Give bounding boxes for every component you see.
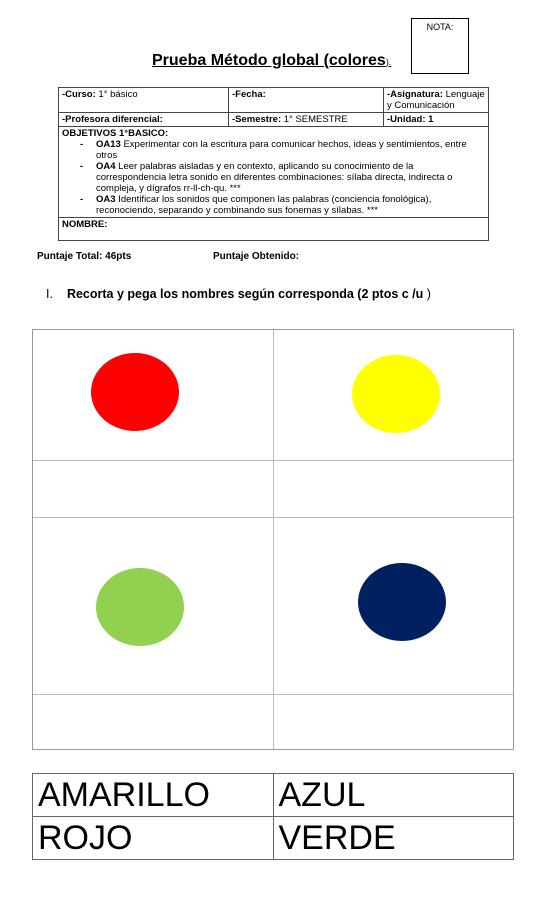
objective-item: - OA4 Leer palabras aisladas y en contexto, aplicando su conocimiento de la correspondencia letra sonido en diferentes combinaciones: sílaba directa, indirecta o compleja, y dígrafos rr-ll-ch-qu. ***	[96, 161, 485, 194]
nota-label: NOTA:	[426, 22, 454, 32]
words-table	[32, 773, 514, 860]
words-row	[33, 817, 514, 860]
nota-box	[411, 18, 469, 74]
fecha-cell: -Fecha:	[229, 88, 384, 113]
asignatura-cell: -Asignatura: Lenguaje y Comunicación	[384, 88, 489, 113]
instruction	[46, 287, 431, 301]
grid-divider	[33, 694, 513, 695]
page-title	[152, 52, 391, 70]
info-row-objectives	[59, 127, 489, 218]
nombre-cell: NOMBRE:	[59, 218, 489, 241]
info-table	[58, 87, 489, 241]
info-row-2	[59, 113, 489, 127]
info-row-nombre	[59, 218, 489, 241]
info-row-1	[59, 88, 489, 113]
color-grid	[32, 329, 514, 750]
red-circle	[91, 353, 179, 431]
green-circle	[96, 568, 184, 646]
word-rojo[interactable]: ROJO	[33, 817, 274, 860]
score-total: Puntaje Total: 46pts	[37, 251, 132, 262]
navy-circle	[358, 563, 446, 641]
objective-item: - OA13 Experimentar con la escritura para comunicar hechos, ideas y sentimientos, entre otros	[96, 139, 485, 161]
instruction-tail: )	[426, 287, 431, 301]
objectives-title: OBJETIVOS 1°BASICO:	[62, 128, 169, 139]
unidad-cell: -Unidad: 1	[384, 113, 489, 127]
objectives-list	[62, 139, 485, 216]
curso-cell: -Curso: 1° básico	[59, 88, 229, 113]
yellow-circle	[352, 355, 440, 433]
word-amarillo[interactable]: AMARILLO	[33, 774, 274, 817]
grid-divider	[33, 460, 513, 461]
objective-item: - OA3 Identificar los sonidos que componen las palabras (conciencia fonológica), reconociendo, separando y combinando sus fonemas y sílabas. ***	[96, 194, 485, 216]
word-azul[interactable]: AZUL	[273, 774, 514, 817]
instruction-number: I.	[46, 287, 53, 301]
objectives-cell	[59, 127, 489, 218]
profesora-cell: -Profesora diferencial:	[59, 113, 229, 127]
words-row	[33, 774, 514, 817]
grid-divider-vertical	[273, 330, 274, 749]
grid-divider	[33, 517, 513, 518]
score-obtained: Puntaje Obtenido:	[213, 251, 300, 262]
title-main: Prueba Método global (colores	[152, 52, 386, 69]
word-verde[interactable]: VERDE	[273, 817, 514, 860]
title-suffix: ).	[385, 57, 392, 67]
instruction-text: Recorta y pega los nombres según corresponda (2 ptos c /u	[66, 287, 424, 301]
semestre-cell: -Semestre: 1° SEMESTRE	[229, 113, 384, 127]
